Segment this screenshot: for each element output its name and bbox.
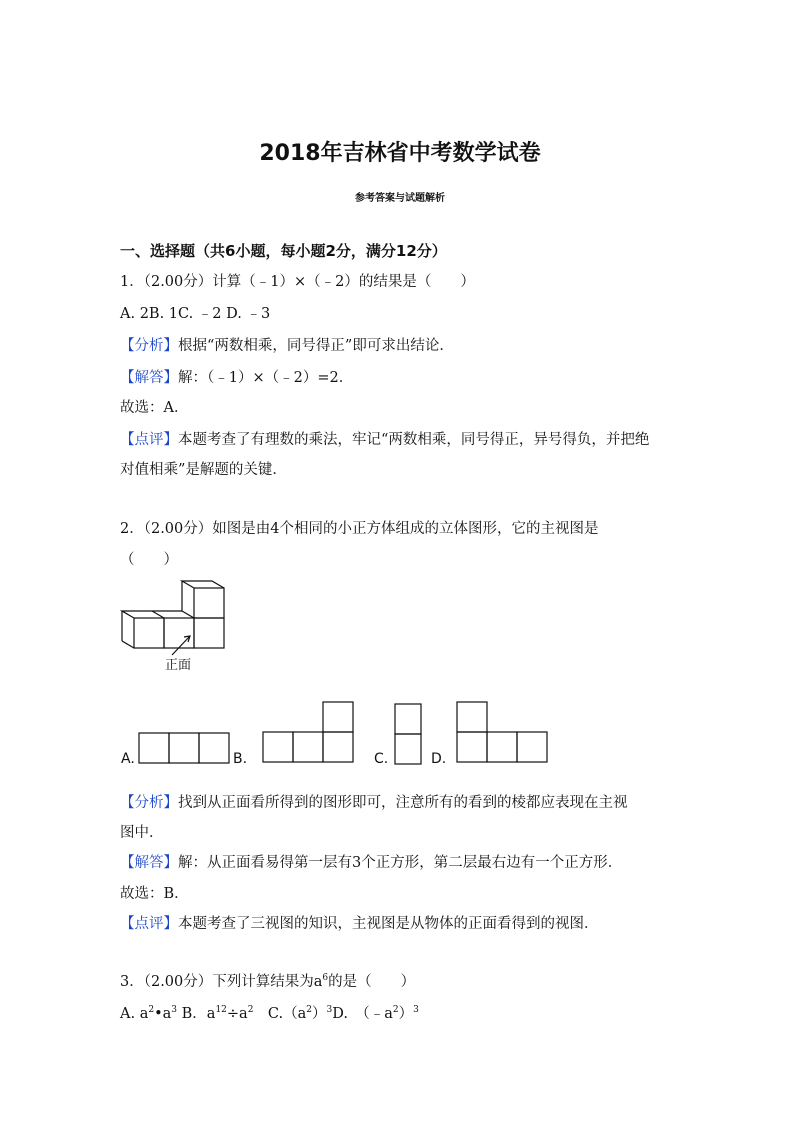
- q2-stem-cont: （ ）: [120, 552, 178, 568]
- answer-text: 解：从正面看易得第一层有3个正方形，第二层最右边有一个正方形．: [178, 855, 623, 871]
- option-a: A. a: [120, 1006, 149, 1022]
- q2-analysis-cont: 图中．: [120, 825, 164, 841]
- option-c-paren: ）: [312, 1006, 327, 1022]
- option-c-label: C.: [374, 751, 389, 767]
- option-c: C.（a: [253, 1006, 307, 1022]
- option-a-label: A.: [121, 751, 135, 767]
- exponent: 12: [215, 1005, 227, 1016]
- q1-analysis: [120, 336, 454, 356]
- answer-tag: 【解答】: [120, 370, 178, 386]
- q2-choice: 故选：B．: [120, 886, 189, 902]
- exponent: 2: [148, 1005, 155, 1016]
- q1-stem: 1．（2.00分）计算（﹣1）×（﹣2）的结果是（ ）: [120, 274, 475, 290]
- q1-comment-cont: 对值相乘”是解题的关键．: [120, 462, 287, 478]
- option-b-op: ÷a: [226, 1006, 248, 1022]
- q2-comment: [120, 914, 599, 934]
- q1-choice: 故选：A．: [120, 400, 189, 416]
- exponent: 2: [392, 1005, 399, 1016]
- analysis-text: 找到从正面看所得到的图形即可，注意所有的看到的棱都应表现在主视: [178, 795, 628, 811]
- analysis-text: 根据“两数相乘，同号得正”即可求出结论．: [178, 338, 454, 354]
- figure-label: 正面: [165, 658, 192, 673]
- option-c-figure: [394, 703, 424, 765]
- q2-answer: [120, 853, 622, 873]
- q3-stem-tail: 的是（ ）: [328, 974, 416, 990]
- option-d-label: D.: [431, 751, 447, 767]
- comment-text: 本题考查了三视图的知识，主视图是从物体的正面看得到的视图．: [178, 916, 599, 932]
- comment-text: 本题考查了有理数的乘法，牢记“两数相乘，同号得正，异号得负，并把绝: [178, 432, 650, 448]
- q2-analysis: [120, 793, 628, 813]
- option-b-figure: [262, 701, 356, 763]
- q1-options: A. 2B. 1C. ﹣2 D. ﹣3: [120, 306, 271, 322]
- option-b: B．a: [177, 1006, 216, 1022]
- q1-comment: [120, 430, 649, 450]
- answer-text: 解：（﹣1）×（﹣2）=2．: [178, 370, 354, 386]
- exponent: 2: [247, 1005, 254, 1016]
- option-b-label: B.: [233, 751, 248, 767]
- option-d-figure: [456, 701, 550, 763]
- comment-tag: 【点评】: [120, 916, 178, 932]
- exponent: 6: [322, 973, 329, 984]
- comment-tag: 【点评】: [120, 432, 178, 448]
- option-a-op: •a: [154, 1006, 172, 1022]
- q3-options: [120, 1004, 419, 1024]
- q3-stem: [120, 972, 415, 992]
- analysis-tag: 【分析】: [120, 338, 178, 354]
- exponent: 2: [306, 1005, 312, 1016]
- section-heading: 一、选择题（共6小题，每小题2分，满分12分）: [120, 242, 447, 260]
- exponent: 3: [326, 1005, 333, 1016]
- exponent: 3: [413, 1005, 419, 1016]
- q2-stem: 2．（2.00分）如图是由4个相同的小正方体组成的立体图形，它的主视图是: [120, 521, 599, 537]
- option-d: D. （﹣a: [332, 1006, 393, 1022]
- q1-answer: [120, 368, 353, 388]
- option-a-figure: [138, 732, 232, 764]
- analysis-tag: 【分析】: [120, 795, 178, 811]
- page-title: 2018年吉林省中考数学试卷: [259, 141, 541, 166]
- q3-stem-text: 3．（2.00分）下列计算结果为a: [120, 974, 323, 990]
- page-subtitle: 参考答案与试题解析: [355, 193, 445, 204]
- option-d-paren: ）: [398, 1006, 414, 1022]
- exponent: 3: [171, 1005, 178, 1016]
- answer-tag: 【解答】: [120, 855, 178, 871]
